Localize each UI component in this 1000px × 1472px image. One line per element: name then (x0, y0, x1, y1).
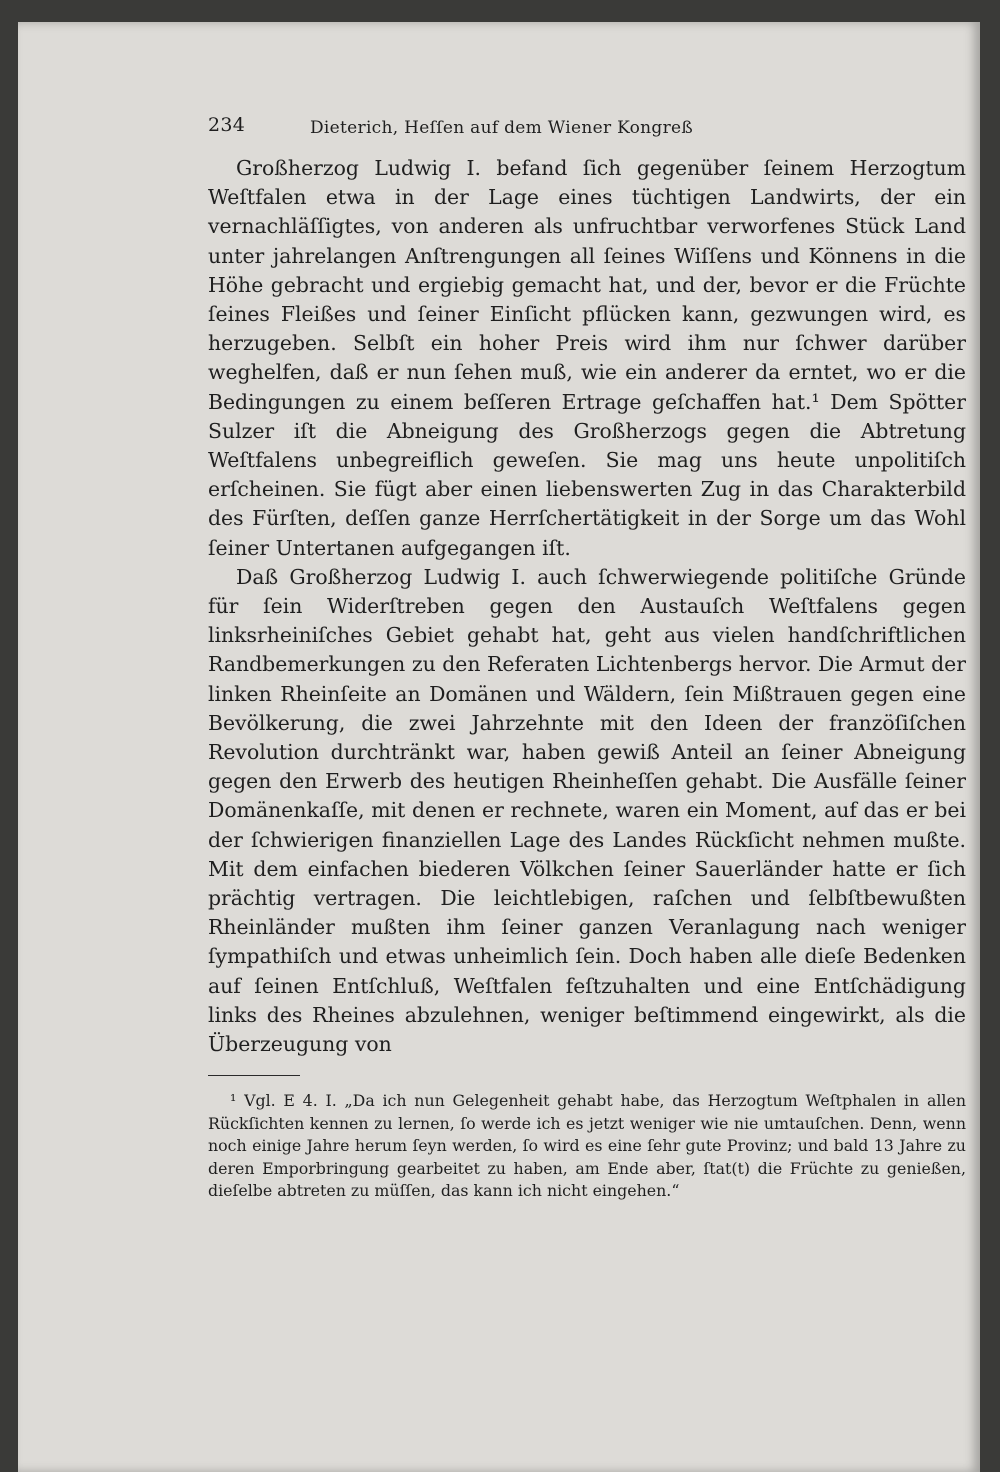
page-content (208, 104, 966, 1203)
main-text (208, 154, 966, 1059)
page-header (208, 104, 966, 144)
page-number: 234 (208, 114, 246, 136)
footnote: ¹ Vgl. E 4. I. „Da ich nun Gelegenheit gehabt habe, das Herzogtum Weſtphalen in allen Rückſichten kennen zu lernen, ſo werde ich es jetzt weniger wie nie umtauſchen. Denn, wenn noch einige Jahre herum ſeyn werden, ſo wird es eine ſehr gute Provinz; und bald 13 Jahre zu deren Emporbringung gearbeitet zu haben, am Ende aber, ſtat(t) die Früchte zu genießen, dieſelbe abtreten zu müſſen, das kann ich nicht eingehen.“ (208, 1091, 966, 1201)
footnote-separator (208, 1075, 300, 1076)
book-page (18, 22, 980, 1472)
paragraph: Großherzog Ludwig I. befand ſich gegenüber ſeinem Herzogtum Weſtfalen etwa in der Lage eines tüchtigen Landwirts, der ein vernachläſſigtes, von anderen als unfruchtbar verworfenes Stück Land unter jahrelangen Anſtrengungen all ſeines Wiſſens und Könnens in die Höhe gebracht und ergiebig gemacht hat, und der, bevor er die Früchte ſeines Fleißes und ſeiner Einſicht pflücken kann, gezwungen wird, es herzugeben. Selbſt ein hoher Preis wird ihm nur ſchwer darüber weghelfen, daß er nun ſehen muß, wie ein anderer da erntet, wo er die Bedingungen zu einem beſſeren Ertrage geſchaffen hat.¹ Dem Spötter Sulzer iſt die Abneigung des Großherzogs gegen die Abtretung Weſtfalens unbegreiflich geweſen. Sie mag uns heute unpolitiſch erſcheinen. Sie fügt aber einen liebenswerten Zug in das Charakterbild des Fürſten, deſſen ganze Herrſchertätigkeit in der Sorge um das Wohl ſeiner Untertanen aufgegangen iſt. (208, 156, 966, 560)
footnotes (208, 1090, 966, 1203)
paragraph: Daß Großherzog Ludwig I. auch ſchwerwiegende politiſche Gründe für ſein Widerſtreben gegen den Austauſch Weſtfalens gegen linksrheiniſches Gebiet gehabt hat, geht aus vielen handſchriftlichen Randbemerkungen zu den Referaten Lichtenbergs hervor. Die Armut der linken Rheinſeite an Domänen und Wäldern, ſein Mißtrauen gegen eine Bevölkerung, die zwei Jahrzehnte mit den Ideen der franzöſiſchen Revolution durchtränkt war, haben gewiß Anteil an ſeiner Abneigung gegen den Erwerb des heutigen Rheinheſſen gehabt. Die Ausfälle ſeiner Domänenkaſſe, mit denen er rechnete, waren ein Moment, auf das er bei der ſchwierigen finanziellen Lage des Landes Rückſicht nehmen mußte. Mit dem einfachen biederen Völkchen ſeiner Sauerländer hatte er ſich prächtig vertragen. Die leichtlebigen, raſchen und ſelbſtbewußten Rheinländer mußten ihm ſeiner ganzen Veranlagung nach weniger ſympathiſch und etwas unheimlich ſein. Doch haben alle dieſe Bedenken auf ſeinen Entſchluß, Weſtfalen feſtzuhalten und eine Entſchädigung links des Rheines abzulehnen, weniger beſtimmend eingewirkt, als die Überzeugung von (208, 564, 966, 1057)
running-head: Dieterich, Heſſen auf dem Wiener Kongreß (310, 118, 694, 138)
